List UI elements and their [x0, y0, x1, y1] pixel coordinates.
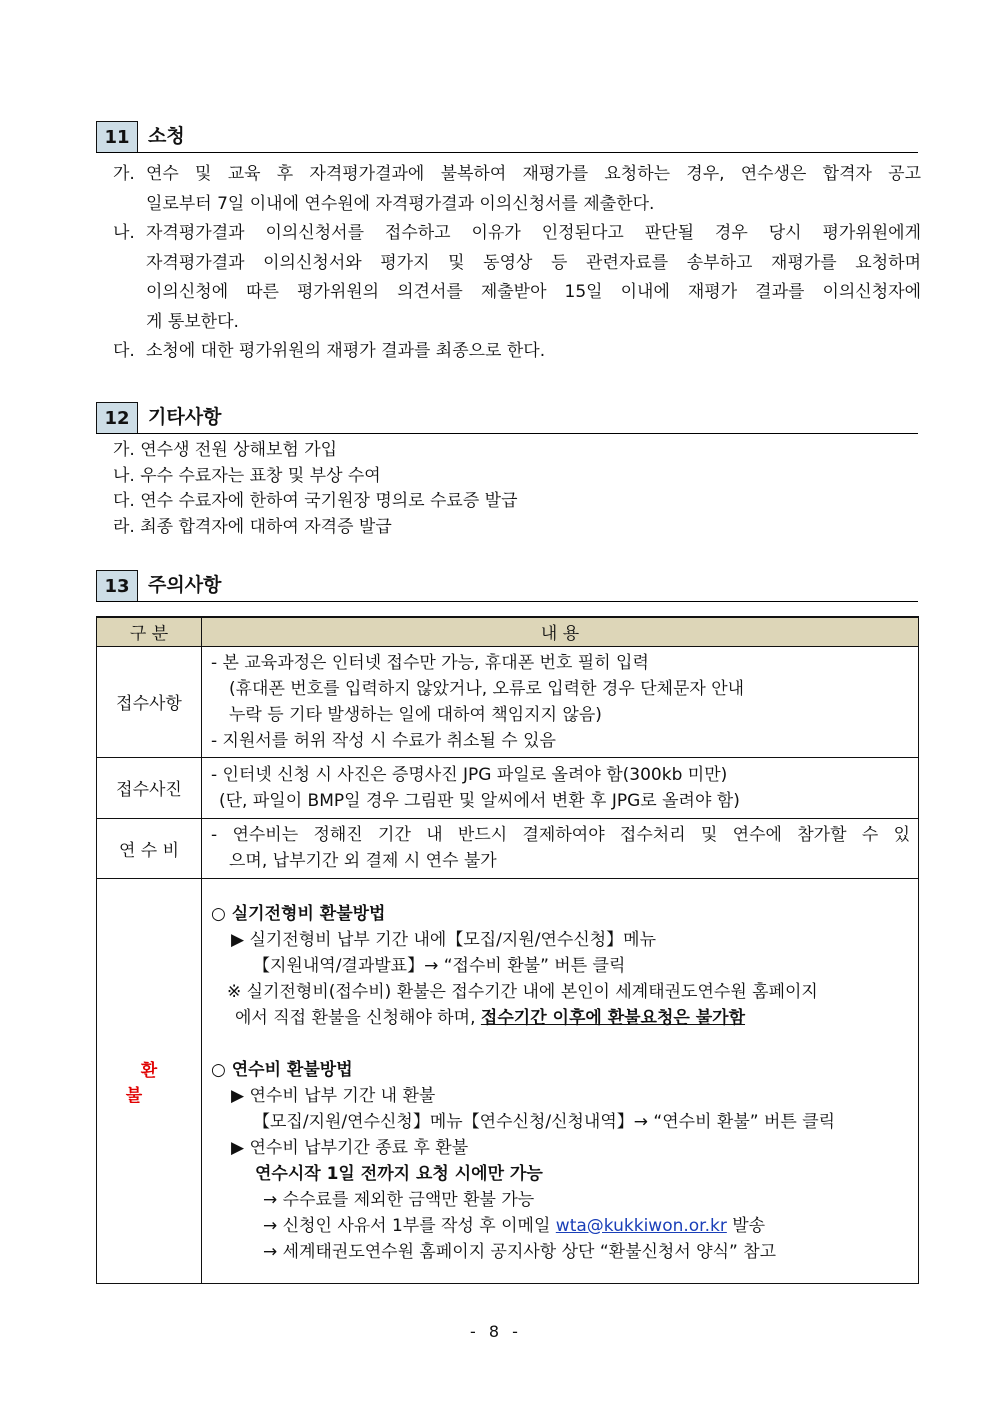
section-title: 기타사항: [148, 406, 222, 428]
section-title: 소청: [148, 125, 185, 147]
content-line: [211, 1005, 910, 1031]
row-content: [202, 757, 919, 818]
content-text: 에서 직접 환불을 신청해야 하며,: [235, 1007, 476, 1028]
refund-method-title: ○ 실기전형비 환불방법: [211, 903, 386, 924]
section-12-list: [113, 438, 518, 540]
row-content: [202, 818, 919, 878]
content-line: [211, 1213, 910, 1239]
section-13-header: [96, 570, 918, 602]
section-number: 11: [96, 121, 138, 152]
paragraph-line: 소청에 대한 평가위원의 재평가 결과를 최종으로 한다.: [146, 341, 546, 361]
section-number: 13: [96, 570, 138, 601]
content-line: - 연수비는 정해진 기간 내 반드시 결제하여야 접수처리 및 연수에 참가할 수 있: [211, 825, 910, 845]
row-category: 접수사항: [97, 646, 202, 757]
item-marker: 가.: [113, 164, 135, 184]
list-item: 가. 연수생 전원 상해보험 가입: [113, 440, 338, 460]
row-content: [202, 878, 919, 1283]
item-marker: 나.: [113, 223, 135, 243]
refund-method-title: ○ 연수비 환불방법: [211, 1059, 353, 1080]
content-line: - 지원서를 허위 작성 시 수료가 취소될 수 있음: [211, 730, 556, 751]
content-line: (휴대폰 번호를 입력하지 않았거나, 오류로 입력한 경우 단체문자 안내: [229, 678, 745, 699]
content-text: → 신청인 사유서 1부를 작성 후 이메일: [263, 1215, 551, 1236]
section-11-body: [113, 160, 921, 367]
section-title: 주의사항: [148, 574, 222, 596]
content-line: → 수수료를 제외한 금액만 환불 가능: [263, 1189, 535, 1210]
section-11-header: [96, 121, 918, 153]
section-12-header: [96, 402, 918, 434]
column-header-category: 구 분: [97, 617, 202, 646]
content-line: → 세계태권도연수원 홈페이지 공지사항 상단 “환불신청서 양식” 참고: [263, 1241, 777, 1262]
row-category: 접수사진: [97, 757, 202, 818]
content-line: (단, 파일이 BMP일 경우 그림판 및 알씨에서 변환 후 JPG로 올려야 함): [219, 790, 740, 811]
content-line: ▶ 실기전형비 납부 기간 내에【모집/지원/연수신청】메뉴: [231, 929, 657, 950]
paragraph-line: 이의신청에 따른 평가위원의 의견서를 제출받아 15일 이내에 재평가 결과를 이의신청자에: [146, 282, 921, 302]
paragraph-line: 게 통보한다.: [146, 311, 239, 332]
paragraph-line: 일로부터 7일 이내에 연수원에 자격평가결과 이의신청서를 제출한다.: [146, 193, 655, 214]
section-number: 12: [96, 402, 138, 433]
refund-notice-emphasis: 접수기간 이후에 환불요청은 불가함: [480, 1007, 746, 1028]
table-row: [97, 757, 919, 818]
item-marker: 다.: [113, 341, 135, 361]
content-line: 【모집/지원/연수신청】메뉴【연수신청/신청내역】→ “연수비 환불” 버튼 클릭: [253, 1111, 836, 1132]
notice-table: [96, 616, 919, 1284]
content-line: ▶ 연수비 납부 기간 내 환불: [231, 1085, 436, 1106]
row-category: 연 수 비: [97, 818, 202, 878]
row-content: [202, 646, 919, 757]
content-line: 누락 등 기타 발생하는 일에 대하여 책임지지 않음): [229, 704, 602, 725]
email-link[interactable]: wta@kukkiwon.or.kr: [555, 1215, 727, 1236]
paragraph-line: 연수 및 교육 후 자격평가결과에 불복하여 재평가를 요청하는 경우, 연수생은 합격자 공고: [146, 164, 921, 184]
list-item: 다. 연수 수료자에 한하여 국기원장 명의로 수료증 발급: [113, 491, 518, 511]
content-line: 【지원내역/결과발표】→ “접수비 환불” 버튼 클릭: [253, 955, 626, 976]
content-line: - 본 교육과정은 인터넷 접수만 가능, 휴대폰 번호 필히 입력: [211, 652, 649, 673]
table-row: [97, 818, 919, 878]
table-header-row: [97, 617, 919, 646]
table-row: [97, 646, 919, 757]
content-text: 발송: [732, 1215, 766, 1236]
page-number: - 8 -: [470, 1322, 522, 1341]
table-row: [97, 878, 919, 1283]
content-line: ※ 실기전형비(접수비) 환불은 접수기간 내에 본인이 세계태권도연수원 홈페이지: [227, 981, 818, 1002]
content-line: 연수시작 1일 전까지 요청 시에만 가능: [255, 1163, 543, 1184]
row-category: 환불: [97, 878, 202, 1283]
content-line: - 인터넷 신청 시 사진은 증명사진 JPG 파일로 올려야 함(300kb 미만): [211, 764, 728, 785]
list-item: 나. 우수 수료자는 표창 및 부상 수여: [113, 465, 381, 486]
paragraph-line: 자격평가결과 이의신청서와 평가지 및 동영상 등 관련자료를 송부하고 재평가를 요청하며: [146, 252, 921, 273]
list-item: 라. 최종 합격자에 대하여 자격증 발급: [113, 516, 392, 537]
content-line: ▶ 연수비 납부기간 종료 후 환불: [231, 1137, 469, 1158]
paragraph-line: 자격평가결과 이의신청서를 접수하고 이유가 인정된다고 판단될 경우 당시 평가위원에게: [146, 223, 921, 243]
column-header-content: 내 용: [202, 617, 919, 646]
content-line: 으며, 납부기간 외 결제 시 연수 불가: [229, 851, 497, 871]
